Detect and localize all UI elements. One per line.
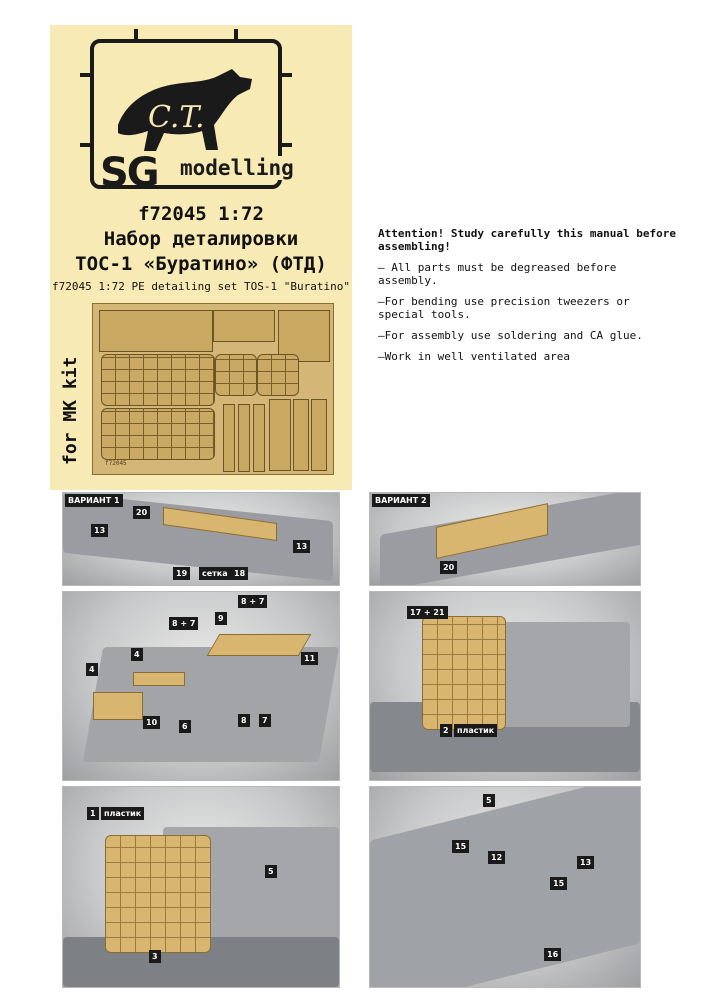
fret-label: f72045 xyxy=(105,460,127,467)
part-label: 8 + 7 xyxy=(238,595,267,608)
part-label: 13 xyxy=(293,540,310,553)
product-title-line1: Набор деталировки xyxy=(103,228,299,250)
part-label: 7 xyxy=(259,714,271,727)
photo-hull-rear xyxy=(369,786,641,988)
note-glue: –For assembly use soldering and CA glue. xyxy=(378,329,643,342)
part-label: 9 xyxy=(215,612,227,625)
part-label: 16 xyxy=(544,948,561,961)
part-label: 18 xyxy=(231,567,248,580)
logo-sg-text: SG xyxy=(100,150,158,196)
product-subtitle: f72045 1:72 PE detailing set TOS-1 "Buratino" xyxy=(51,280,350,293)
photo-etch-fret-image xyxy=(92,303,334,475)
part-label: 8 + 7 xyxy=(169,617,198,630)
part-label: пластик xyxy=(454,724,497,737)
part-label: 8 xyxy=(238,714,250,727)
part-label: 20 xyxy=(440,561,457,574)
logo-monogram: C.T. xyxy=(148,100,205,135)
part-label: 15 xyxy=(452,840,469,853)
part-label: 10 xyxy=(143,716,160,729)
part-label: 2 xyxy=(440,724,452,737)
part-label: 12 xyxy=(488,851,505,864)
note-ventilation: –Work in well ventilated area xyxy=(378,350,571,363)
for-kit-label: for MK kit xyxy=(60,356,81,465)
note-degrease: – All parts must be degreased before assembly. xyxy=(378,261,617,287)
photo-launcher-side xyxy=(62,786,340,988)
note-bending: –For bending use precision tweezers or special tools. xyxy=(378,295,630,321)
part-label: 5 xyxy=(265,865,277,878)
part-label: 1 xyxy=(87,807,99,820)
attention-text: Attention! Study carefully this manual before assembling! xyxy=(378,227,677,253)
photo-launcher-top xyxy=(62,591,340,781)
logo-modelling-text: modelling xyxy=(180,156,294,180)
part-label: 5 xyxy=(483,794,495,807)
bear-logo-icon xyxy=(110,55,260,160)
instructions-notes xyxy=(378,227,678,371)
part-label: 17 + 21 xyxy=(407,606,448,619)
part-label: сетка xyxy=(199,567,231,580)
photo-variant-2 xyxy=(369,492,641,586)
part-label: 13 xyxy=(91,524,108,537)
variant-1-label: ВАРИАНТ 1 xyxy=(65,494,123,507)
product-code: f72045 1:72 xyxy=(138,203,264,225)
part-label: 4 xyxy=(131,648,143,661)
part-label: 6 xyxy=(179,720,191,733)
part-label: 4 xyxy=(86,663,98,676)
cover-panel xyxy=(50,25,352,490)
part-label: пластик xyxy=(101,807,144,820)
part-label: 3 xyxy=(149,950,161,963)
part-label: 19 xyxy=(173,567,190,580)
photo-launcher-front xyxy=(369,591,641,781)
part-label: 13 xyxy=(577,856,594,869)
variant-2-label: ВАРИАНТ 2 xyxy=(372,494,430,507)
photo-variant-1 xyxy=(62,492,340,586)
part-label: 15 xyxy=(550,877,567,890)
product-title-line2: ТОС-1 «Буратино» (ФТД) xyxy=(75,253,327,275)
part-label: 11 xyxy=(301,652,318,665)
part-label: 20 xyxy=(133,506,150,519)
